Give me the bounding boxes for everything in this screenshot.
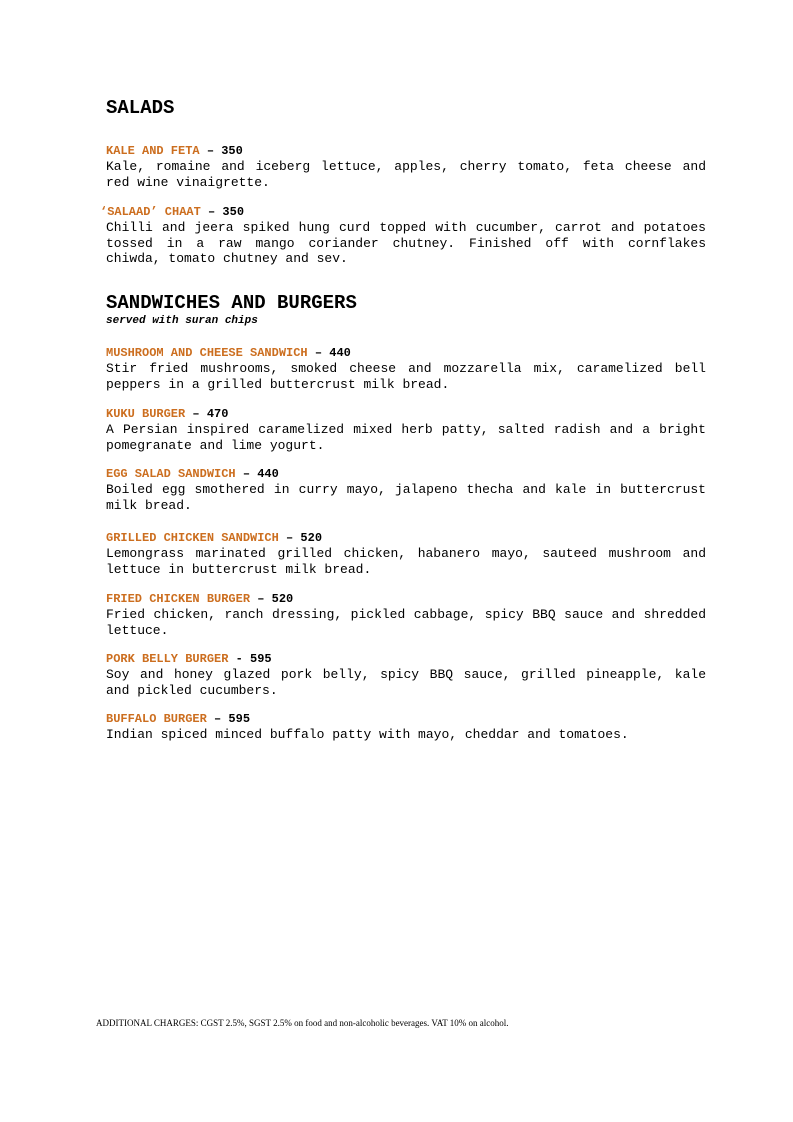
menu-item-egg-salad-sandwich: [106, 467, 706, 513]
additional-charges-note: ADDITIONAL CHARGES: CGST 2.5%, SGST 2.5% on food and non-alcoholic beverages. VAT 10% on alcohol.: [96, 1018, 509, 1028]
item-header: [106, 144, 706, 159]
item-price: – 470: [185, 407, 229, 421]
menu-item-mushroom-and-cheese-sandwich: [106, 346, 706, 392]
menu-item-salaad-chaat: [100, 205, 706, 267]
item-description: Fried chicken, ranch dressing, pickled cabbage, spicy BBQ sauce and shredded lettuce.: [106, 607, 706, 638]
item-price: – 520: [278, 531, 323, 545]
item-price: – 520: [250, 592, 294, 606]
item-description: Indian spiced minced buffalo patty with mayo, cheddar and tomatoes.: [106, 727, 629, 742]
item-name: EGG SALAD SANDWICH: [106, 467, 236, 481]
item-description: Stir fried mushrooms, smoked cheese and mozzarella mix, caramelized bell peppers in a grilled buttercrust milk bread.: [106, 361, 706, 392]
item-header: [106, 712, 706, 727]
item-description: Soy and honey glazed pork belly, spicy BBQ sauce, grilled pineapple, kale and pickled cucumbers.: [106, 667, 706, 698]
section-subtitle: served with suran chips: [106, 315, 258, 327]
item-header: [106, 407, 706, 422]
menu-item-buffalo-burger: [106, 712, 706, 743]
item-name: GRILLED CHICKEN SANDWICH: [106, 531, 279, 545]
section-title-salads: SALADS: [106, 97, 175, 119]
item-price: – 350: [199, 144, 243, 158]
item-price: - 595: [228, 652, 272, 666]
item-name: MUSHROOM AND CHEESE SANDWICH: [106, 346, 308, 360]
menu-item-kuku-burger: [106, 407, 706, 453]
item-description: Lemongrass marinated grilled chicken, habanero mayo, sauteed mushroom and lettuce in buttercrust milk bread.: [106, 546, 706, 577]
item-header: [106, 531, 706, 546]
item-description: Kale, romaine and iceberg lettuce, apples, cherry tomato, feta cheese and red wine vinaigrette.: [106, 159, 706, 190]
section-title-sandwiches-and-burgers: SANDWICHES AND BURGERS: [106, 292, 357, 314]
item-price: – 440: [307, 346, 351, 360]
item-name: KUKU BURGER: [106, 407, 186, 421]
menu-item-grilled-chicken-sandwich: [106, 531, 706, 577]
menu-item-pork-belly-burger: [106, 652, 706, 698]
item-description: Boiled egg smothered in curry mayo, jalapeno thecha and kale in buttercrust milk bread.: [106, 482, 706, 513]
item-name: ‘SALAAD’ CHAAT: [100, 205, 201, 219]
menu-item-kale-and-feta: [106, 144, 706, 190]
item-header: [106, 652, 706, 667]
item-name: KALE AND FETA: [106, 144, 200, 158]
item-header: [106, 592, 706, 607]
item-description: Chilli and jeera spiked hung curd topped with cucumber, carrot and potatoes tossed in a raw mango coriander chutney. Finished off with cornflakes chiwda, tomato chutney and sev.: [106, 220, 706, 266]
item-name: BUFFALO BURGER: [106, 712, 207, 726]
item-price: – 350: [200, 205, 245, 219]
item-price: – 440: [235, 467, 279, 481]
item-name: PORK BELLY BURGER: [106, 652, 229, 666]
menu-item-fried-chicken-burger: [106, 592, 706, 638]
item-header: [100, 205, 706, 220]
item-header: [106, 467, 706, 482]
item-header: [106, 346, 706, 361]
item-description: A Persian inspired caramelized mixed herb patty, salted radish and a bright pomegranate and lime yogurt.: [106, 422, 706, 453]
item-name: FRIED CHICKEN BURGER: [106, 592, 251, 606]
item-price: – 595: [206, 712, 251, 726]
